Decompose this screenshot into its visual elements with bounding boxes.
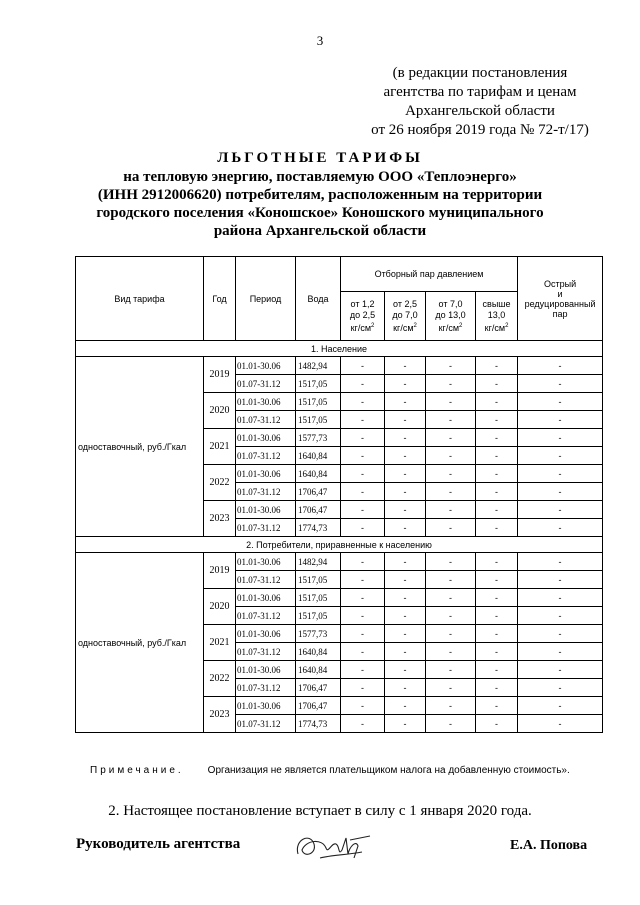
signatory-name: Е.А. Попова <box>510 838 588 853</box>
dash-cell: - <box>476 519 518 537</box>
note <box>90 764 600 778</box>
dash-cell: - <box>341 697 385 715</box>
period-cell: 01.01-30.06 <box>236 661 296 679</box>
dash-cell: - <box>341 607 385 625</box>
header-steam-2 <box>385 292 426 341</box>
dash-cell: - <box>385 553 426 571</box>
dash-cell: - <box>385 607 426 625</box>
dash-cell: - <box>341 679 385 697</box>
dash-cell: - <box>341 375 385 393</box>
dash-cell: - <box>426 715 476 733</box>
dash-cell: - <box>518 357 603 375</box>
edition-line-4: от 26 ноября 2019 года № 72-т/17) <box>371 122 589 138</box>
dash-cell: - <box>476 465 518 483</box>
header-row-1 <box>76 257 603 292</box>
header-steam-2-unit <box>385 321 425 334</box>
dash-cell: - <box>518 483 603 501</box>
year-cell: 2021 <box>204 429 236 465</box>
period-cell: 01.01-30.06 <box>236 357 296 375</box>
dash-cell: - <box>341 715 385 733</box>
dash-cell: - <box>426 625 476 643</box>
subtitle-line-1: на тепловую энергию, поставляемую ООО «Теплоэнерго» <box>123 169 517 185</box>
edition-note <box>330 64 630 140</box>
dash-cell: - <box>426 571 476 589</box>
dash-cell: - <box>476 661 518 679</box>
header-steam-4-a: свыше <box>482 298 511 309</box>
water-value-cell: 1706,47 <box>296 501 341 519</box>
year-cell: 2020 <box>204 589 236 625</box>
dash-cell: - <box>518 571 603 589</box>
dash-cell: - <box>341 643 385 661</box>
dash-cell: - <box>518 625 603 643</box>
dash-cell: - <box>426 501 476 519</box>
unit-text: кг/см <box>393 322 414 333</box>
dash-cell: - <box>518 375 603 393</box>
dash-cell: - <box>476 571 518 589</box>
dash-cell: - <box>476 447 518 465</box>
unit-sup: 2 <box>413 322 417 329</box>
dash-cell: - <box>476 483 518 501</box>
dash-cell: - <box>426 519 476 537</box>
section-title: 2. Потребители, приравненные к населению <box>76 537 603 553</box>
dash-cell: - <box>426 553 476 571</box>
dash-cell: - <box>518 679 603 697</box>
edition-line-3: Архангельской области <box>405 103 555 119</box>
header-steam-1 <box>341 292 385 341</box>
dash-cell: - <box>426 465 476 483</box>
header-steam-3-unit <box>426 321 475 334</box>
period-cell: 01.07-31.12 <box>236 679 296 697</box>
subtitle-line-4: района Архангельской области <box>213 223 427 239</box>
dash-cell: - <box>518 697 603 715</box>
header-steam-4-unit <box>476 321 517 334</box>
year-cell: 2022 <box>204 465 236 501</box>
dash-cell: - <box>476 697 518 715</box>
header-period: Период <box>236 257 296 341</box>
dash-cell: - <box>385 697 426 715</box>
dash-cell: - <box>341 553 385 571</box>
handwritten-signature <box>292 828 372 873</box>
period-cell: 01.07-31.12 <box>236 607 296 625</box>
dash-cell: - <box>476 643 518 661</box>
dash-cell: - <box>385 643 426 661</box>
header-sharp-line-1: Острый <box>543 278 577 289</box>
dash-cell: - <box>476 393 518 411</box>
header-steam-4-b: 13,0 <box>487 309 506 320</box>
dash-cell: - <box>426 697 476 715</box>
tariff-kind: одноставочный, руб./Гкал <box>76 553 204 733</box>
water-value-cell: 1640,84 <box>296 661 341 679</box>
period-cell: 01.07-31.12 <box>236 447 296 465</box>
header-steam-4 <box>476 292 518 341</box>
subtitle-line-3: городского поселения «Коношское» Коношского муниципального <box>96 205 544 221</box>
water-value-cell: 1706,47 <box>296 697 341 715</box>
dash-cell: - <box>385 625 426 643</box>
dash-cell: - <box>385 375 426 393</box>
unit-text: кг/см <box>484 322 506 333</box>
section-row <box>76 341 603 357</box>
water-value-cell: 1517,05 <box>296 411 341 429</box>
dash-cell: - <box>385 411 426 429</box>
dash-cell: - <box>385 715 426 733</box>
dash-cell: - <box>476 375 518 393</box>
edition-line-1: (в редакции постановления <box>392 65 568 81</box>
dash-cell: - <box>385 393 426 411</box>
note-text: Организация не является плательщиком налога на добавленную стоимость». <box>207 765 570 776</box>
dash-cell: - <box>385 589 426 607</box>
water-value-cell: 1482,94 <box>296 553 341 571</box>
header-sharp-line-3: редуцированный <box>524 298 596 309</box>
period-cell: 01.07-31.12 <box>236 643 296 661</box>
unit-text: кг/см <box>350 322 372 333</box>
dash-cell: - <box>341 411 385 429</box>
unit-sup: 2 <box>459 322 463 329</box>
section-title: 1. Население <box>76 341 603 357</box>
unit-sup: 2 <box>371 322 375 329</box>
period-cell: 01.01-30.06 <box>236 625 296 643</box>
period-cell: 01.01-30.06 <box>236 589 296 607</box>
dash-cell: - <box>385 501 426 519</box>
header-steam-1-b: до 2,5 <box>349 309 376 320</box>
dash-cell: - <box>518 393 603 411</box>
dash-cell: - <box>426 357 476 375</box>
header-steam-2-a: от 2,5 <box>393 298 417 309</box>
period-cell: 01.07-31.12 <box>236 483 296 501</box>
dash-cell: - <box>518 661 603 679</box>
subtitle-line-2: (ИНН 2912006620) потребителям, расположенным на территории <box>97 187 543 203</box>
water-value-cell: 1517,05 <box>296 571 341 589</box>
period-cell: 01.07-31.12 <box>236 375 296 393</box>
dash-cell: - <box>341 661 385 679</box>
page-number: 3 <box>316 33 324 48</box>
edition-line-2: агентства по тарифам и ценам <box>383 84 577 100</box>
unit-sup: 2 <box>505 322 509 329</box>
dash-cell: - <box>476 501 518 519</box>
document-subtitle <box>90 168 550 240</box>
header-sharp-steam <box>518 257 603 341</box>
period-cell: 01.01-30.06 <box>236 465 296 483</box>
dash-cell: - <box>426 393 476 411</box>
year-cell: 2019 <box>204 553 236 589</box>
dash-cell: - <box>385 519 426 537</box>
dash-cell: - <box>341 519 385 537</box>
dash-cell: - <box>385 447 426 465</box>
dash-cell: - <box>518 589 603 607</box>
dash-cell: - <box>476 589 518 607</box>
water-value-cell: 1517,05 <box>296 375 341 393</box>
water-value-cell: 1640,84 <box>296 465 341 483</box>
header-sharp-line-2: и <box>557 288 563 299</box>
dash-cell: - <box>476 553 518 571</box>
dash-cell: - <box>476 357 518 375</box>
dash-cell: - <box>518 411 603 429</box>
year-cell: 2019 <box>204 357 236 393</box>
water-value-cell: 1706,47 <box>296 483 341 501</box>
period-cell: 01.01-30.06 <box>236 553 296 571</box>
water-value-cell: 1517,05 <box>296 393 341 411</box>
dash-cell: - <box>518 501 603 519</box>
table-row <box>76 357 603 375</box>
dash-cell: - <box>385 429 426 447</box>
dash-cell: - <box>426 375 476 393</box>
period-cell: 01.01-30.06 <box>236 697 296 715</box>
year-cell: 2021 <box>204 625 236 661</box>
water-value-cell: 1517,05 <box>296 607 341 625</box>
dash-cell: - <box>426 483 476 501</box>
dash-cell: - <box>341 589 385 607</box>
dash-cell: - <box>341 447 385 465</box>
dash-cell: - <box>518 465 603 483</box>
header-steam-1-unit <box>341 321 384 334</box>
year-cell: 2022 <box>204 661 236 697</box>
dash-cell: - <box>518 429 603 447</box>
dash-cell: - <box>385 679 426 697</box>
dash-cell: - <box>426 447 476 465</box>
note-label: Примечание. <box>90 765 184 776</box>
water-value-cell: 1640,84 <box>296 447 341 465</box>
dash-cell: - <box>385 465 426 483</box>
dash-cell: - <box>341 571 385 589</box>
dash-cell: - <box>426 589 476 607</box>
dash-cell: - <box>476 411 518 429</box>
period-cell: 01.07-31.12 <box>236 411 296 429</box>
dash-cell: - <box>341 357 385 375</box>
period-cell: 01.07-31.12 <box>236 715 296 733</box>
water-value-cell: 1774,73 <box>296 519 341 537</box>
dash-cell: - <box>385 661 426 679</box>
dash-cell: - <box>341 483 385 501</box>
water-value-cell: 1774,73 <box>296 715 341 733</box>
period-cell: 01.07-31.12 <box>236 571 296 589</box>
period-cell: 01.01-30.06 <box>236 393 296 411</box>
dash-cell: - <box>341 501 385 519</box>
water-value-cell: 1706,47 <box>296 679 341 697</box>
header-steam-3-b: до 13,0 <box>435 309 466 320</box>
year-cell: 2023 <box>204 501 236 537</box>
dash-cell: - <box>426 679 476 697</box>
dash-cell: - <box>385 571 426 589</box>
table-row <box>76 553 603 571</box>
dash-cell: - <box>518 519 603 537</box>
dash-cell: - <box>476 715 518 733</box>
dash-cell: - <box>341 429 385 447</box>
dash-cell: - <box>476 625 518 643</box>
dash-cell: - <box>518 715 603 733</box>
header-water: Вода <box>296 257 341 341</box>
dash-cell: - <box>426 429 476 447</box>
dash-cell: - <box>426 607 476 625</box>
water-value-cell: 1577,73 <box>296 429 341 447</box>
dash-cell: - <box>476 607 518 625</box>
unit-text: кг/см <box>438 322 460 333</box>
dash-cell: - <box>476 429 518 447</box>
dash-cell: - <box>426 643 476 661</box>
signatory-title: Руководитель агентства <box>76 836 241 852</box>
header-steam-3-a: от 7,0 <box>438 298 463 309</box>
document-title: ЛЬГОТНЫЕ ТАРИФЫ <box>217 150 423 166</box>
water-value-cell: 1482,94 <box>296 357 341 375</box>
header-year: Год <box>204 257 236 341</box>
dash-cell: - <box>385 357 426 375</box>
period-cell: 01.01-30.06 <box>236 429 296 447</box>
water-value-cell: 1517,05 <box>296 589 341 607</box>
header-steam-3 <box>426 292 476 341</box>
dash-cell: - <box>385 483 426 501</box>
period-cell: 01.01-30.06 <box>236 501 296 519</box>
dash-cell: - <box>426 411 476 429</box>
effective-date-clause: 2. Настоящее постановление вступает в силу с 1 января 2020 года. <box>108 803 532 819</box>
dash-cell: - <box>426 661 476 679</box>
water-value-cell: 1577,73 <box>296 625 341 643</box>
dash-cell: - <box>476 679 518 697</box>
dash-cell: - <box>518 447 603 465</box>
dash-cell: - <box>341 625 385 643</box>
section-row <box>76 537 603 553</box>
dash-cell: - <box>518 607 603 625</box>
header-sharp-line-4: пар <box>552 308 568 319</box>
header-kind: Вид тарифа <box>76 257 204 341</box>
year-cell: 2020 <box>204 393 236 429</box>
dash-cell: - <box>518 643 603 661</box>
header-steam-group: Отборный пар давлением <box>341 257 518 292</box>
period-cell: 01.07-31.12 <box>236 519 296 537</box>
header-steam-2-b: до 7,0 <box>392 309 418 320</box>
year-cell: 2023 <box>204 697 236 733</box>
tariff-kind: одноставочный, руб./Гкал <box>76 357 204 537</box>
header-steam-1-a: от 1,2 <box>350 298 375 309</box>
dash-cell: - <box>341 393 385 411</box>
tariff-table <box>75 256 603 733</box>
water-value-cell: 1640,84 <box>296 643 341 661</box>
dash-cell: - <box>341 465 385 483</box>
dash-cell: - <box>518 553 603 571</box>
